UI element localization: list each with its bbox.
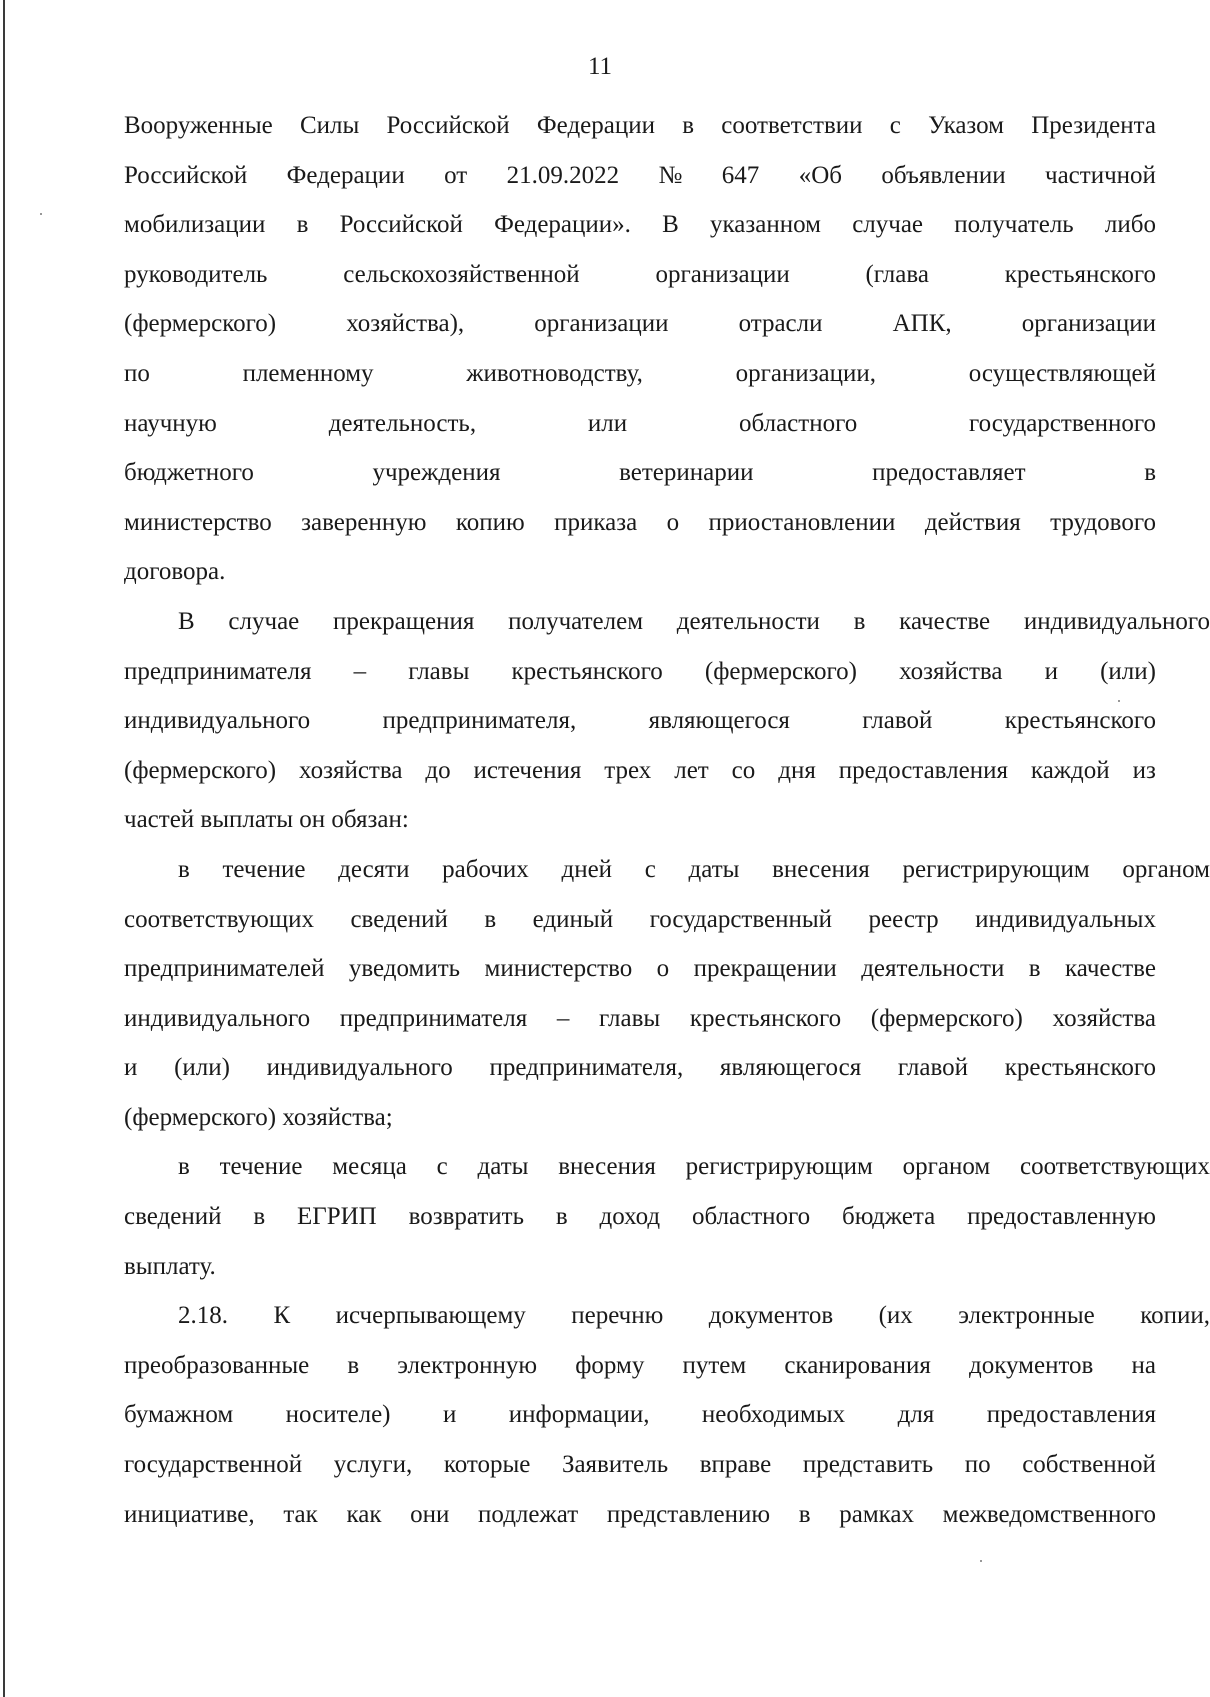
word: случае (852, 211, 924, 239)
word: индивидуального (1023, 607, 1210, 635)
word: отрасли (738, 310, 823, 338)
word: в (682, 112, 695, 139)
word: (или) (1100, 657, 1156, 685)
word: – (556, 1004, 570, 1032)
word: вправе (699, 1451, 772, 1479)
word: каждой (1030, 756, 1110, 784)
word: предоставленную (967, 1203, 1156, 1231)
word: которые (443, 1451, 531, 1479)
word: трех (604, 756, 652, 784)
word: Вооруженные (124, 112, 273, 139)
word: рабочих (442, 855, 529, 883)
word: от (444, 161, 468, 189)
word: десяти (338, 855, 410, 883)
scan-edge-line (3, 0, 5, 1697)
word: предпринимателя, (489, 1054, 684, 1082)
word: хозяйства (299, 756, 403, 784)
word: в (1144, 459, 1156, 487)
word: Силы (299, 112, 360, 139)
text-line (124, 299, 1156, 349)
word: АПК, (892, 310, 952, 338)
word: предоставляет (872, 459, 1026, 487)
word: на (1131, 1351, 1156, 1379)
word: бумажном (124, 1401, 234, 1429)
word: сканирования (784, 1351, 931, 1379)
word: регистрирующим (902, 855, 1090, 883)
word: осуществляющей (968, 359, 1156, 387)
word: заверенную (301, 508, 427, 536)
word: так (283, 1500, 318, 1528)
text-line (124, 1440, 1156, 1490)
word: форму (575, 1351, 645, 1379)
word: органом (902, 1153, 991, 1181)
text-line (124, 647, 1156, 697)
word: течение (219, 1153, 303, 1181)
word: племенному (242, 359, 374, 387)
word: межведомственного (942, 1500, 1156, 1528)
word: учреждения (372, 459, 501, 487)
text-line-last: выплату. (124, 1252, 216, 1280)
text-line (124, 448, 1156, 498)
text-line (124, 1142, 1210, 1192)
word: (фермерского) (870, 1004, 1023, 1032)
word: о (656, 955, 670, 983)
word: о (666, 508, 680, 536)
word: внесения (772, 855, 870, 883)
word: Российской (339, 211, 463, 239)
paragraph (124, 845, 1210, 1143)
word: с (644, 855, 656, 883)
word: сельскохозяйственной (343, 260, 580, 288)
text-line (124, 696, 1156, 746)
word: деятельности (861, 955, 1005, 983)
word: качестве (899, 607, 991, 635)
word: ветеринарии (619, 459, 754, 487)
word: (их (878, 1302, 913, 1330)
word: деятельность, (328, 409, 477, 437)
word: являющегося (648, 707, 790, 735)
word: в (798, 1500, 811, 1528)
word: с (889, 112, 901, 139)
word: ЕГРИП (296, 1203, 377, 1231)
word: электронные (958, 1302, 1095, 1330)
word: крестьянского (1004, 260, 1156, 288)
word: № (658, 161, 683, 189)
word: главой (897, 1054, 968, 1082)
word: в (853, 607, 866, 635)
word: (фермерского) (124, 310, 277, 338)
word: представлению (606, 1500, 771, 1528)
word: преобразованные (124, 1351, 310, 1379)
word: крестьянского (1004, 1054, 1156, 1082)
word: (фермерского) (704, 657, 857, 685)
word: исчерпывающему (335, 1302, 526, 1330)
paragraph (124, 1142, 1210, 1291)
word: являющегося (719, 1054, 862, 1082)
word: животноводству, (466, 359, 643, 387)
word: крестьянского (689, 1004, 842, 1032)
word: прекращения (333, 607, 475, 635)
word: мобилизации (124, 211, 266, 239)
text-line (124, 994, 1156, 1044)
word: перечню (571, 1302, 664, 1330)
word: (глава (865, 260, 929, 288)
word: получатель (954, 211, 1074, 239)
word: истечения (473, 756, 582, 784)
word: копии, (1140, 1302, 1210, 1330)
word: крестьянского (511, 657, 663, 685)
text-line (124, 101, 1156, 151)
word: уведомить (348, 955, 461, 983)
text-line (124, 1043, 1156, 1093)
word: сведений (124, 1203, 222, 1231)
word: организации (655, 260, 790, 288)
scan-speck (980, 1560, 982, 1562)
word: главы (599, 1004, 661, 1032)
word: бюджета (842, 1203, 936, 1231)
word: научную (124, 409, 217, 437)
word: информации, (508, 1401, 650, 1429)
word: электронную (397, 1351, 538, 1379)
word: в (296, 211, 309, 239)
word: приостановлении (708, 508, 896, 536)
word: для (897, 1401, 935, 1429)
word: индивидуального (124, 707, 311, 735)
word: предпринимателя (124, 657, 312, 685)
text-line (124, 349, 1156, 399)
word: путем (682, 1351, 747, 1379)
text-line (124, 845, 1210, 895)
word: до (425, 756, 451, 784)
word: предоставления (838, 756, 1008, 784)
word: трудового (1050, 508, 1156, 536)
word: получателем (508, 607, 644, 635)
word: инициативе, (124, 1500, 255, 1528)
word: и (1044, 657, 1058, 685)
word: внесения (558, 1153, 656, 1181)
word: областного (739, 409, 858, 437)
word: копию (455, 508, 525, 536)
word: они (410, 1500, 450, 1528)
word: (фермерского) (124, 756, 277, 784)
paragraph (124, 1291, 1210, 1539)
word: соответствующих (1019, 1153, 1210, 1181)
word: областного (691, 1203, 811, 1231)
word: предпринимателя, (382, 707, 577, 735)
word: как (346, 1500, 382, 1528)
word: крестьянского (1004, 707, 1156, 735)
paragraph (124, 597, 1210, 845)
word: государственной (124, 1451, 303, 1479)
word: министерство (484, 955, 633, 983)
word: представить (802, 1451, 934, 1479)
text-line (124, 498, 1156, 548)
word: единый (532, 905, 614, 933)
word: деятельности (676, 607, 820, 635)
word: Российской (124, 161, 248, 189)
text-line (124, 746, 1156, 796)
word: даты (477, 1153, 529, 1181)
word: либо (1104, 211, 1156, 239)
word: Федерации». (494, 211, 631, 239)
paragraph (124, 101, 1156, 597)
word: с (436, 1153, 448, 1181)
word: действия (924, 508, 1021, 536)
word: бюджетного (124, 459, 254, 487)
word: лет (674, 756, 709, 784)
text-line (124, 250, 1156, 300)
word: в (178, 855, 190, 883)
word: подлежат (478, 1500, 579, 1528)
text-line (124, 1390, 1156, 1440)
word: главы (408, 657, 470, 685)
word: 647 (721, 161, 760, 189)
word: в (253, 1203, 266, 1231)
text-line (124, 200, 1156, 250)
word: необходимых (701, 1401, 846, 1429)
word: и (442, 1401, 457, 1429)
word: течение (222, 855, 306, 883)
word: главой (862, 707, 933, 735)
word: дня (778, 756, 816, 784)
word: случае (228, 607, 300, 635)
word: частичной (1045, 161, 1156, 189)
word: организации (534, 310, 669, 338)
word: доход (599, 1203, 661, 1231)
document-body (124, 101, 1210, 1539)
word: «Об (798, 161, 842, 189)
text-line (124, 895, 1156, 945)
text-line (124, 399, 1156, 449)
word: соответствии (721, 112, 863, 139)
word: приказа (554, 508, 638, 536)
word: документов (708, 1302, 834, 1330)
word: из (1132, 756, 1156, 784)
word: организации, (735, 359, 877, 387)
word: предпринимателей (124, 955, 325, 983)
word: индивидуального (124, 1004, 311, 1032)
word: или (587, 409, 628, 437)
word: в (1028, 955, 1041, 983)
word: руководитель (124, 260, 268, 288)
word: Федерации (536, 112, 655, 139)
word: В (178, 607, 195, 635)
word: Российской (386, 112, 510, 139)
text-line (124, 1490, 1156, 1540)
text-line (124, 597, 1210, 647)
word: 21.09.2022 (506, 161, 620, 189)
word: реестр (868, 905, 939, 933)
word: соответствующих (124, 905, 314, 933)
word: 2.18. (178, 1302, 228, 1330)
word: по (124, 359, 150, 387)
word: со (731, 756, 756, 784)
word: хозяйства), (346, 310, 465, 338)
word: Указом (928, 112, 1005, 139)
word: качестве (1064, 955, 1156, 983)
page-number: 11 (587, 53, 613, 80)
scan-speck (40, 213, 42, 215)
word: – (353, 657, 367, 685)
word: К (273, 1302, 291, 1330)
word: по (964, 1451, 991, 1479)
word: органом (1122, 855, 1210, 883)
word: собственной (1022, 1451, 1156, 1479)
word: индивидуальных (975, 905, 1156, 933)
word: индивидуального (266, 1054, 453, 1082)
word: документов (968, 1351, 1094, 1379)
word: носителе) (285, 1401, 391, 1429)
word: в (555, 1203, 568, 1231)
text-line-last: договора. (124, 558, 226, 586)
text-line (124, 151, 1156, 201)
word: объявлении (881, 161, 1006, 189)
text-line-last: частей выплаты он обязан: (124, 806, 409, 834)
word: организации (1021, 310, 1156, 338)
word: в (484, 905, 497, 933)
word: государственного (969, 409, 1156, 437)
text-line-last: (фермерского) хозяйства; (124, 1103, 393, 1131)
word: возвратить (408, 1203, 524, 1231)
word: сведений (350, 905, 448, 933)
word: дней (561, 855, 613, 883)
word: хозяйства (899, 657, 1003, 685)
word: прекращении (693, 955, 837, 983)
word: указанном (710, 211, 821, 239)
text-line (124, 1192, 1156, 1242)
text-line (124, 1341, 1156, 1391)
word: даты (688, 855, 740, 883)
word: государственный (649, 905, 833, 933)
word: в (347, 1351, 360, 1379)
word: рамках (839, 1500, 914, 1528)
word: регистрирующим (685, 1153, 873, 1181)
word: В (662, 211, 679, 239)
word: месяца (332, 1153, 407, 1181)
word: предоставления (986, 1401, 1156, 1429)
word: услуги, (333, 1451, 413, 1479)
text-line (124, 944, 1156, 994)
word: предпринимателя (339, 1004, 528, 1032)
word: и (124, 1054, 138, 1082)
word: в (178, 1153, 190, 1181)
word: Заявитель (561, 1451, 669, 1479)
word: Федерации (286, 161, 405, 189)
word: министерство (124, 508, 272, 536)
word: хозяйства (1052, 1004, 1156, 1032)
text-line (124, 1291, 1210, 1341)
word: (или) (174, 1054, 230, 1082)
word: Президента (1031, 112, 1156, 139)
